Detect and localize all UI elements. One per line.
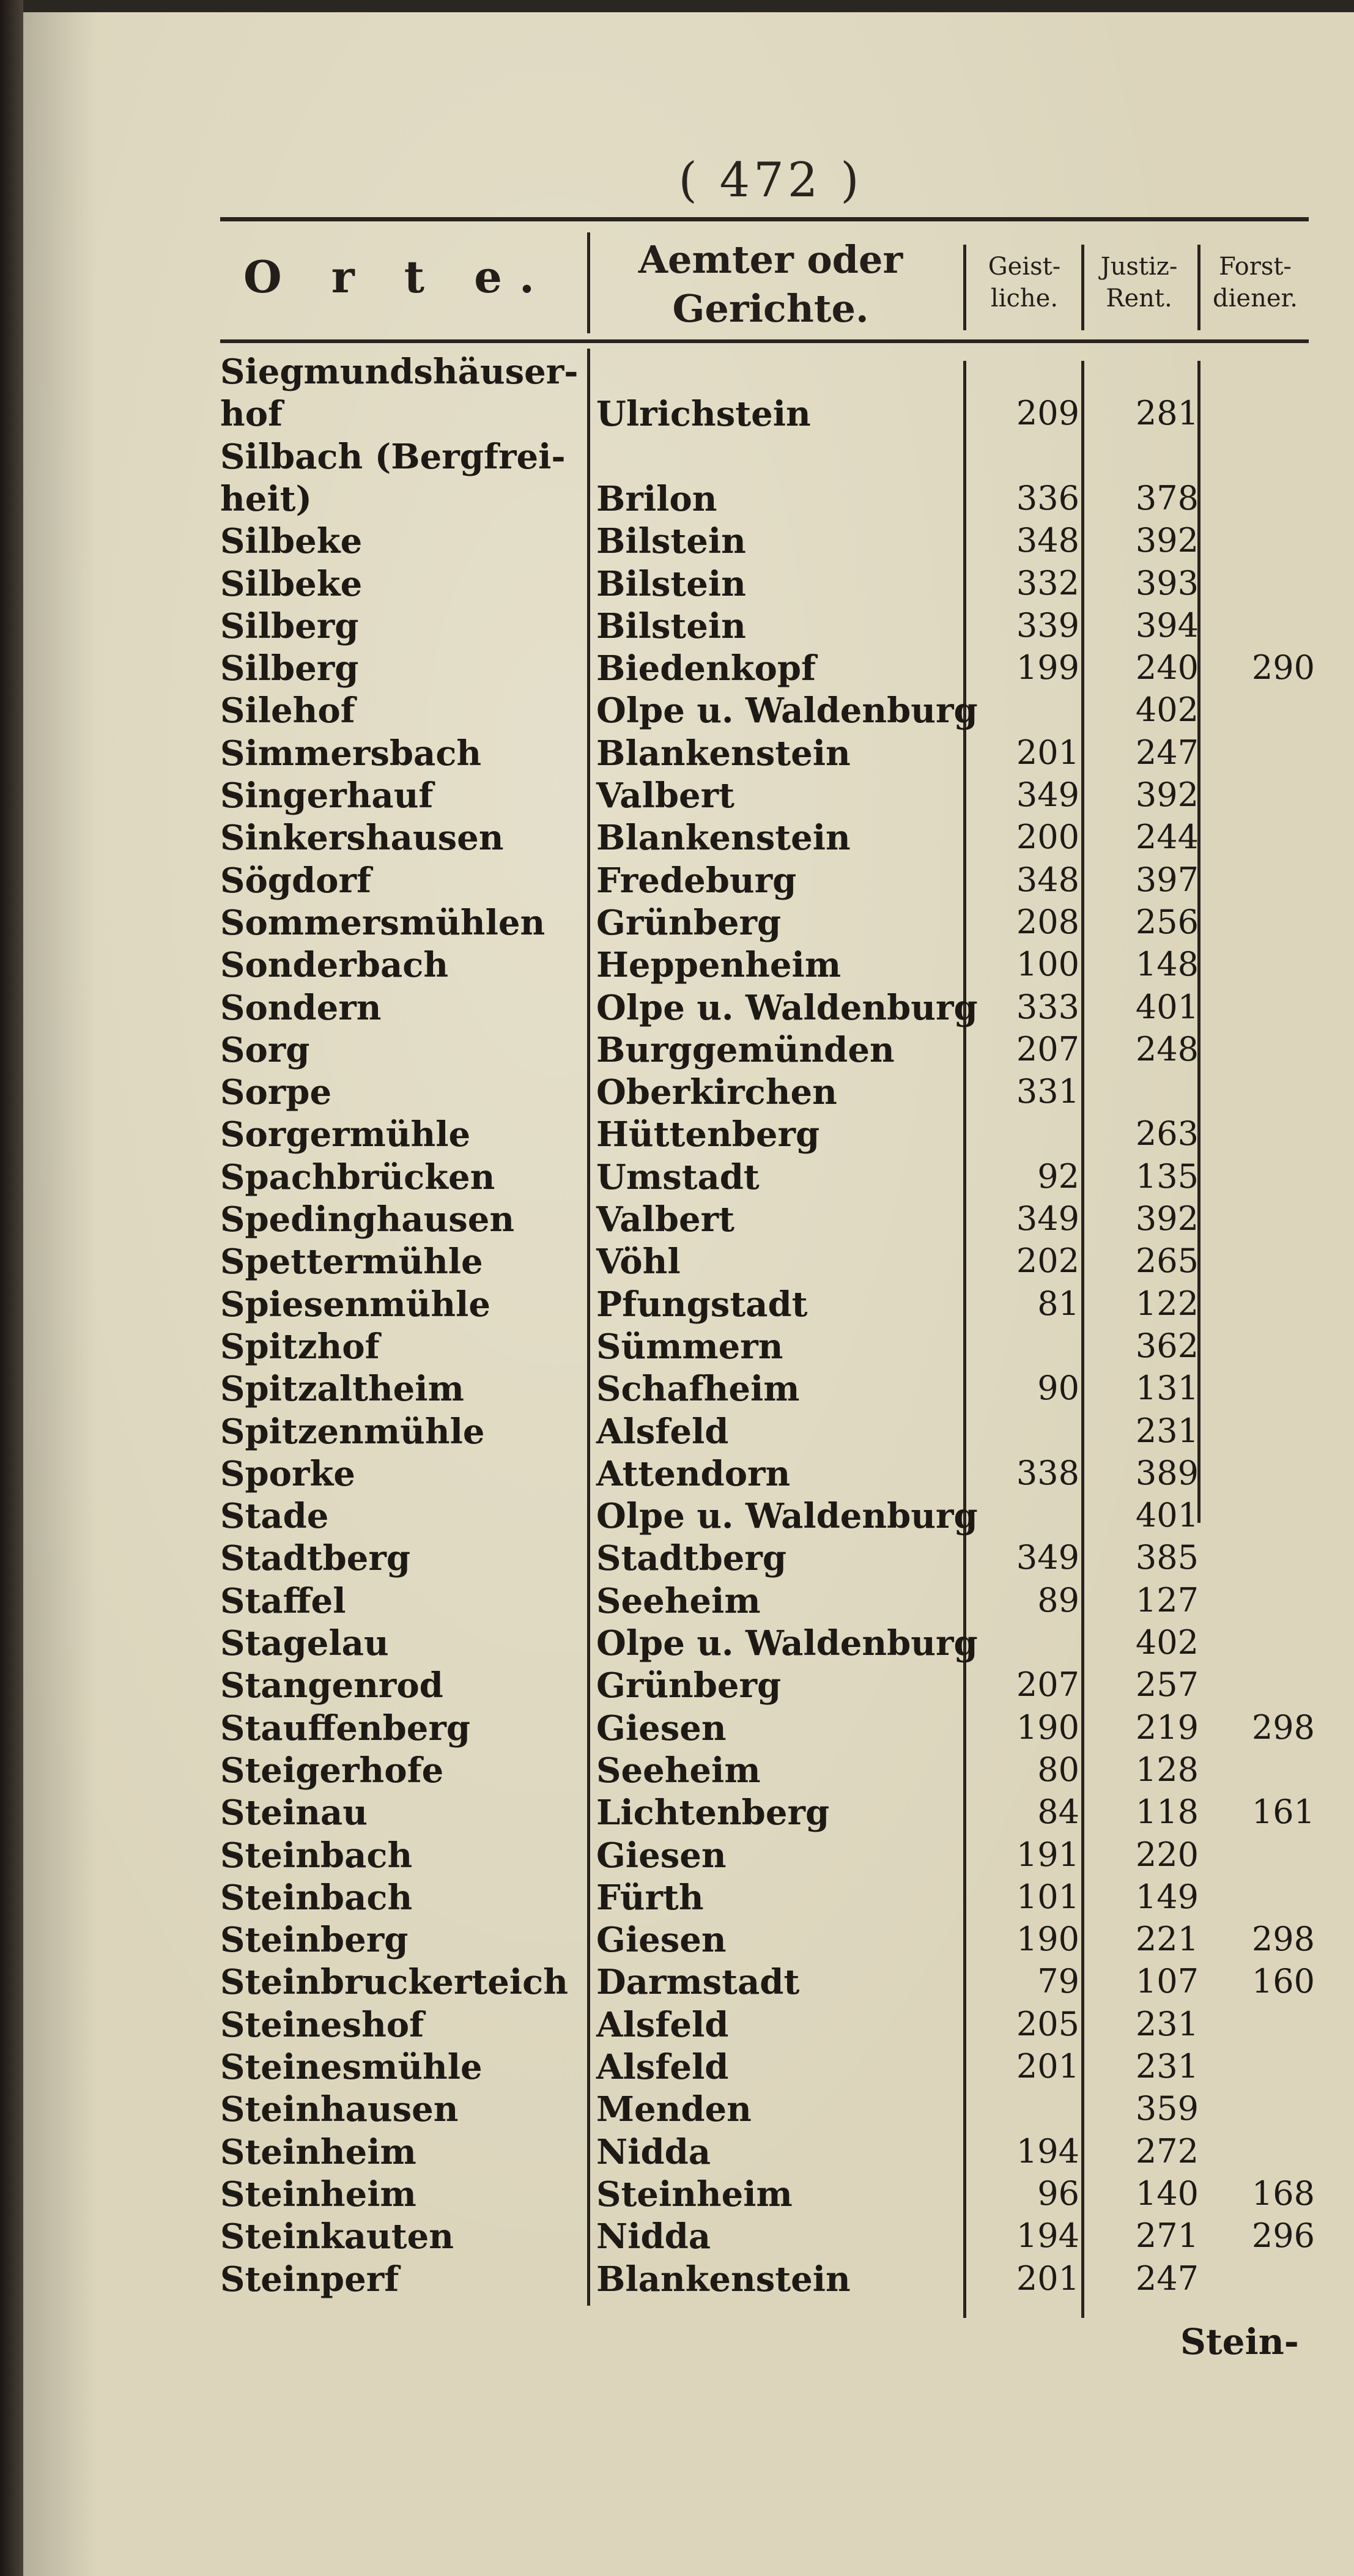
justiz-page: 401 [1135, 1496, 1199, 1535]
justiz-page: 220 [1135, 1835, 1199, 1874]
justiz-page: 128 [1135, 1750, 1199, 1789]
geistliche-page: 348 [1016, 860, 1079, 899]
office-name: Heppenheim [596, 945, 842, 986]
office-name: Giesen [596, 1708, 727, 1749]
justiz-page: 392 [1135, 521, 1199, 560]
geistliche-page: 208 [1016, 902, 1079, 941]
place-name: Steinhausen [220, 2089, 459, 2130]
office-name: Steinheim [596, 2174, 793, 2215]
office-name: Blankenstein [596, 733, 851, 774]
header-top-rule [220, 217, 1309, 221]
place-name: Steinbach [220, 1877, 413, 1918]
geistliche-page: 209 [1016, 394, 1079, 433]
justiz-page: 248 [1135, 1029, 1199, 1068]
header-orte: O r t e. [243, 251, 552, 303]
header-aemter: Aemter oder Gerichte. [638, 237, 903, 331]
table-row [0, 1454, 1331, 1497]
table-row [0, 1369, 1331, 1412]
justiz-page: 389 [1135, 1453, 1199, 1492]
office-name: Ulrichstein [596, 394, 811, 435]
office-name: Bilstein [596, 563, 746, 604]
place-name: Steinheim [220, 2131, 416, 2172]
geistliche-page: 349 [1016, 1538, 1079, 1577]
place-name: Silehof [220, 690, 355, 731]
table-row [0, 2089, 1331, 2132]
justiz-page: 397 [1135, 860, 1199, 899]
place-name: Stauffenberg [220, 1708, 471, 1749]
geistliche-page: 207 [1016, 1665, 1079, 1704]
forst-page: 168 [1251, 2174, 1315, 2213]
catchword: Stein- [1180, 2321, 1299, 2363]
table-row [0, 1327, 1331, 1369]
justiz-page: 393 [1135, 563, 1199, 602]
place-name: Steinbruckerteich [220, 1962, 568, 2003]
justiz-page: 240 [1135, 648, 1199, 687]
geistliche-page: 79 [1037, 1962, 1079, 2001]
geistliche-page: 205 [1016, 2004, 1079, 2043]
table-row [0, 606, 1331, 649]
geistliche-page: 190 [1016, 1708, 1079, 1747]
place-name: Sommersmühlen [220, 902, 546, 943]
geistliche-page: 339 [1016, 605, 1079, 645]
justiz-page: 118 [1135, 1793, 1199, 1832]
table-row [0, 775, 1331, 818]
justiz-page: 247 [1135, 2259, 1199, 2298]
office-name: Sümmern [596, 1326, 783, 1367]
place-name: Sinkershausen [220, 818, 504, 859]
justiz-page: 362 [1135, 1326, 1199, 1365]
table-row [0, 648, 1331, 691]
office-name: Alsfeld [596, 1411, 729, 1452]
table-row [0, 945, 1331, 988]
forst-page: 290 [1251, 648, 1315, 687]
justiz-page: 272 [1135, 2131, 1199, 2171]
table-row [0, 1835, 1331, 1878]
office-name: Olpe u. Waldenburg [596, 1496, 978, 1537]
geistliche-page: 89 [1037, 1580, 1079, 1619]
place-name: Steinheim [220, 2174, 416, 2215]
header-divider [963, 245, 966, 330]
table-row [0, 1962, 1331, 2005]
geistliche-page: 336 [1016, 478, 1079, 517]
office-name: Hüttenberg [596, 1114, 820, 1155]
place-name: Stade [220, 1496, 329, 1537]
justiz-page: 219 [1135, 1708, 1199, 1747]
office-name: Attendorn [596, 1453, 791, 1494]
justiz-page: 401 [1135, 987, 1199, 1026]
place-name: Staffel [220, 1580, 346, 1621]
justiz-page: 131 [1135, 1369, 1199, 1408]
table-row [0, 2047, 1331, 2090]
table-row [0, 1538, 1331, 1581]
justiz-page: 281 [1135, 394, 1199, 433]
place-name: Sögdorf [220, 860, 372, 901]
place-name: Sporke [220, 1453, 355, 1494]
geistliche-page: 202 [1016, 1242, 1079, 1281]
office-name: Biedenkopf [596, 648, 816, 689]
table-row [0, 521, 1331, 564]
justiz-page: 256 [1135, 902, 1199, 941]
office-name: Blankenstein [596, 2259, 851, 2300]
place-name: Spitzaltheim [220, 1369, 464, 1410]
place-name: Silbach (Bergfrei- [220, 436, 566, 477]
forst-page: 161 [1251, 1793, 1315, 1832]
justiz-page: 148 [1135, 945, 1199, 984]
geistliche-page: 199 [1016, 648, 1079, 687]
place-name: Steinperf [220, 2259, 399, 2300]
justiz-page: 231 [1135, 2047, 1199, 2086]
table-row [0, 1920, 1331, 1963]
header-bottom-rule [220, 339, 1309, 343]
justiz-page: 221 [1135, 1920, 1199, 1959]
place-name: Sondern [220, 987, 382, 1028]
place-name: Stangenrod [220, 1665, 443, 1706]
justiz-page: 140 [1135, 2174, 1199, 2213]
place-name: Spitzenmühle [220, 1411, 485, 1452]
geistliche-page: 331 [1016, 1072, 1079, 1111]
geistliche-page: 332 [1016, 563, 1079, 602]
forst-page: 160 [1251, 1962, 1315, 2001]
place-name: Spettermühle [220, 1242, 483, 1282]
table-row [0, 1242, 1331, 1284]
table-row [0, 394, 1331, 437]
geistliche-page: 190 [1016, 1920, 1079, 1959]
table-row [0, 1114, 1331, 1157]
place-name: Silberg [220, 648, 359, 689]
header-divider [1081, 245, 1084, 330]
office-name: Lichtenberg [596, 1793, 830, 1834]
office-name: Bilstein [596, 521, 746, 562]
geistliche-page: 92 [1037, 1157, 1079, 1196]
office-name: Schafheim [596, 1369, 800, 1410]
justiz-page: 135 [1135, 1157, 1199, 1196]
table-row [0, 1623, 1331, 1666]
geistliche-page: 81 [1037, 1284, 1079, 1323]
office-name: Nidda [596, 2216, 711, 2257]
geistliche-page: 191 [1016, 1835, 1079, 1874]
table-row [0, 352, 1331, 394]
table-row [0, 861, 1331, 903]
place-name: Silbeke [220, 563, 363, 604]
forst-page: 298 [1251, 1708, 1315, 1747]
table-row [0, 2174, 1331, 2217]
place-name: Silberg [220, 605, 359, 646]
geistliche-page: 201 [1016, 2047, 1079, 2086]
geistliche-page: 349 [1016, 775, 1079, 814]
place-name: Spiesenmühle [220, 1284, 490, 1325]
place-name: heit) [220, 478, 312, 519]
office-name: Seeheim [596, 1580, 761, 1621]
table-row [0, 818, 1331, 861]
justiz-page: 378 [1135, 478, 1199, 517]
table-row [0, 988, 1331, 1031]
place-name: Sorpe [220, 1072, 332, 1113]
table-row [0, 1708, 1331, 1751]
office-name: Oberkirchen [596, 1072, 837, 1113]
table-row [0, 690, 1331, 733]
table-row [0, 1750, 1331, 1793]
office-name: Menden [596, 2089, 752, 2130]
forst-page: 296 [1251, 2216, 1315, 2256]
justiz-page: 394 [1135, 605, 1199, 645]
justiz-page: 385 [1135, 1538, 1199, 1577]
geistliche-page: 207 [1016, 1029, 1079, 1068]
place-name: Steinbach [220, 1835, 413, 1876]
office-name: Pfungstadt [596, 1284, 808, 1325]
justiz-page: 107 [1135, 1962, 1199, 2001]
justiz-page: 122 [1135, 1284, 1199, 1323]
geistliche-page: 201 [1016, 2259, 1079, 2298]
office-name: Alsfeld [596, 2004, 729, 2045]
geistliche-page: 194 [1016, 2216, 1079, 2256]
forst-page: 298 [1251, 1920, 1315, 1959]
place-name: Sorg [220, 1029, 310, 1070]
header-divider [1197, 245, 1200, 330]
office-name: Giesen [596, 1835, 727, 1876]
table-row [0, 2132, 1331, 2175]
header-geistliche: Geist-liche. [988, 253, 1061, 313]
place-name: Spedinghausen [220, 1199, 515, 1240]
geistliche-page: 194 [1016, 2131, 1079, 2171]
office-name: Grünberg [596, 1665, 782, 1706]
office-name: Alsfeld [596, 2047, 729, 2087]
office-name: Stadtberg [596, 1538, 787, 1579]
table-row [0, 1581, 1331, 1624]
justiz-page: 127 [1135, 1580, 1199, 1619]
office-name: Blankenstein [596, 818, 851, 859]
geistliche-page: 200 [1016, 818, 1079, 857]
place-name: Sorgermühle [220, 1114, 471, 1155]
geistliche-page: 100 [1016, 945, 1079, 984]
table-row [0, 437, 1331, 479]
table-row [0, 1793, 1331, 1835]
place-name: Stadtberg [220, 1538, 411, 1579]
justiz-page: 247 [1135, 733, 1199, 772]
place-name: Spachbrücken [220, 1157, 495, 1197]
office-name: Bilstein [596, 605, 746, 646]
table-row [0, 1072, 1331, 1115]
office-name: Olpe u. Waldenburg [596, 690, 978, 731]
geistliche-page: 84 [1037, 1793, 1079, 1832]
table-row [0, 479, 1331, 522]
place-name: Steinesmühle [220, 2047, 483, 2087]
place-name: Silbeke [220, 521, 363, 562]
place-name: Steinberg [220, 1920, 409, 1961]
office-name: Darmstadt [596, 1962, 800, 2003]
header-forstdiener: Forst-diener. [1213, 253, 1298, 313]
justiz-page: 265 [1135, 1242, 1199, 1281]
table-row [0, 2259, 1331, 2302]
office-name: Burggemünden [596, 1029, 895, 1070]
office-name: Umstadt [596, 1157, 760, 1197]
justiz-page: 359 [1135, 2089, 1199, 2128]
justiz-page: 149 [1135, 1877, 1199, 1916]
place-name: Siegmundshäuser- [220, 352, 579, 392]
justiz-page: 392 [1135, 775, 1199, 814]
geistliche-page: 333 [1016, 987, 1079, 1026]
place-name: Steigerhofe [220, 1750, 444, 1791]
place-name: Steinau [220, 1793, 368, 1834]
justiz-page: 231 [1135, 2004, 1199, 2043]
table-row [0, 1412, 1331, 1454]
table-row [0, 2005, 1331, 2048]
place-name: Steineshof [220, 2004, 424, 2045]
place-name: Stagelau [220, 1623, 389, 1664]
place-name: Simmersbach [220, 733, 482, 774]
office-name: Olpe u. Waldenburg [596, 1623, 978, 1664]
justiz-page: 271 [1135, 2216, 1199, 2256]
table-row [0, 1284, 1331, 1327]
geistliche-page: 349 [1016, 1199, 1079, 1238]
justiz-page: 257 [1135, 1665, 1199, 1704]
office-name: Vöhl [596, 1242, 681, 1282]
table-row [0, 1199, 1331, 1242]
table-row [0, 903, 1331, 946]
office-name: Fürth [596, 1877, 704, 1918]
office-name: Fredeburg [596, 860, 797, 901]
office-name: Valbert [596, 775, 735, 816]
header-justiz: Justiz-Rent. [1100, 253, 1178, 313]
geistliche-page: 338 [1016, 1453, 1079, 1492]
geistliche-page: 101 [1016, 1877, 1079, 1916]
office-name: Brilon [596, 478, 717, 519]
place-name: Singerhauf [220, 775, 434, 816]
table-row [0, 564, 1331, 607]
geistliche-page: 348 [1016, 521, 1079, 560]
place-name: Spitzhof [220, 1326, 380, 1367]
table-row [0, 1878, 1331, 1920]
office-name: Seeheim [596, 1750, 761, 1791]
justiz-page: 392 [1135, 1199, 1199, 1238]
justiz-page: 402 [1135, 1623, 1199, 1662]
table-row [0, 1030, 1331, 1073]
office-name: Valbert [596, 1199, 735, 1240]
table-row [0, 2216, 1331, 2259]
justiz-page: 231 [1135, 1411, 1199, 1450]
justiz-page: 263 [1135, 1114, 1199, 1153]
geistliche-page: 96 [1037, 2174, 1079, 2213]
page-number: ( 472 ) [678, 153, 863, 208]
place-name: Sonderbach [220, 945, 449, 986]
table-row [0, 1665, 1331, 1708]
office-name: Nidda [596, 2131, 711, 2172]
geistliche-page: 90 [1037, 1369, 1079, 1408]
office-name: Grünberg [596, 902, 782, 943]
place-name: Steinkauten [220, 2216, 454, 2257]
justiz-page: 402 [1135, 690, 1199, 730]
justiz-page: 244 [1135, 818, 1199, 857]
office-name: Olpe u. Waldenburg [596, 987, 978, 1028]
table-row [0, 1496, 1331, 1539]
place-name: hof [220, 394, 283, 435]
geistliche-page: 201 [1016, 733, 1079, 772]
office-name: Giesen [596, 1920, 727, 1961]
table-row [0, 733, 1331, 776]
geistliche-page: 80 [1037, 1750, 1079, 1789]
table-row [0, 1157, 1331, 1200]
